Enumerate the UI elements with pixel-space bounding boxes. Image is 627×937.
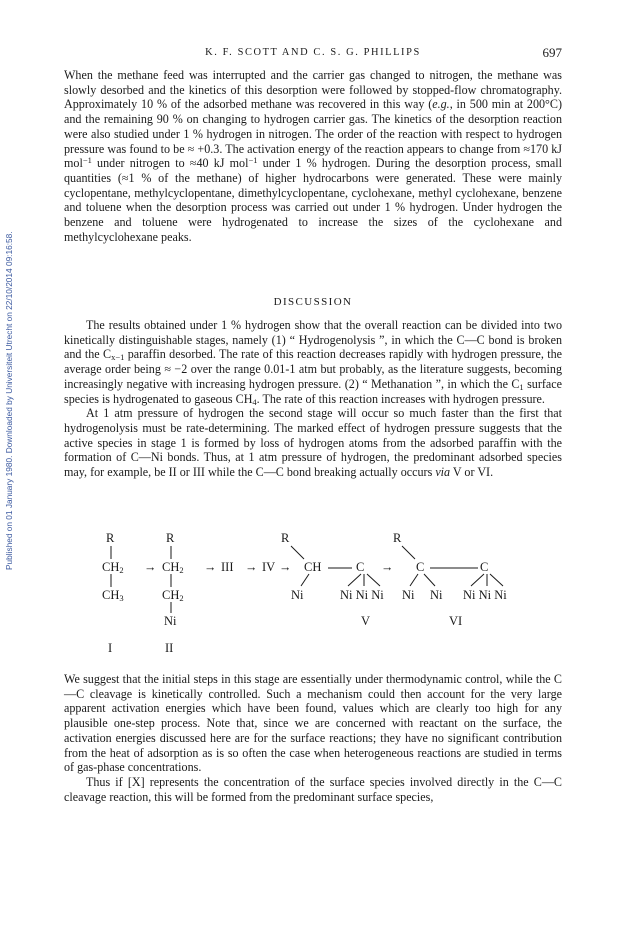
nickel-atom: Ni [164, 614, 177, 628]
species-label-v: V [361, 614, 371, 628]
paragraph-desorption: When the methane feed was interrupted and the carrier gas changed to nitrogen, the methane was slowly desorbed and the kinetics of this desorption were followed by stopped-flow chromatography. Approximately 10 % of the adsorbed methane was recovered in this way (e.g., in 500 min at 200°C) and the remaining 90 % on changing to hydrogen carrier gas. The kinetics of the desorption reaction were also studied under 1 % hydrogen in nitrogen. The order of the reaction with respect to hydrogen pressure was found to be ≈ +0.3. The activation energy of the reaction appears to change from ≈170 kJ mol$^{-1}$ under nitrogen to ≈40 kJ mol$^{-1}$ under 1 % hydrogen. During the desorption process, small quantities (≈1 % of the methane) of higher hydrocarbons were generated. These were mainly cyclopentane, methylcyclopentane, dimethylcyclopentane, cyclohexane, methyl cyclohexane, benzene and toluene when the desorption process was carried out under 1 % hydrogen. Under hydrogen the benzene and toluene were hydrogenated to increase the sizes of the cyclohexane and methylcyclohexane peaks. [64, 68, 562, 244]
species-v-ch: CH [304, 560, 322, 574]
reaction-arrow: → [279, 560, 292, 574]
species-i-ch2: $CH_2$ [102, 560, 124, 575]
eg-italic: e.g. [432, 97, 450, 112]
discussion-text-block [64, 318, 562, 480]
scheme-r-label: R [106, 531, 115, 545]
nickel-atom: Ni [291, 588, 304, 602]
via-italic: via [435, 465, 451, 480]
species-label-i: I [108, 641, 113, 655]
paragraph-thermodynamic-control: We suggest that the initial steps in this stage are essentially under thermodynamic control, while the C—C cleavage is kinetically controlled. Such a mechanism could then account for the very large apparent activation energies which have been found, values which are clearly too high for any plausible one-step process. Note that, since we are concerned with reactant on the surface, the activation energies discussed here are for the surface reactions; they have no significant contribution from the heat of adsorption as is so often the case when heterogeneous reactions are studied in terms of gas-phase concentrations. [64, 672, 562, 775]
subscript-4: 4 [252, 396, 257, 407]
scheme-r-label: R [281, 531, 290, 545]
nickel-atom: Ni [402, 588, 415, 602]
superscript-minus-one: −1 [248, 155, 258, 166]
subscript-1: 1 [519, 381, 524, 392]
reaction-arrow: → [245, 560, 258, 574]
reaction-arrow: → [204, 560, 217, 574]
reaction-scheme [64, 532, 562, 656]
mechanism-text-block [64, 672, 562, 804]
reaction-arrow: → [381, 560, 394, 574]
subscript-x-minus-1: x−1 [111, 352, 125, 363]
species-label-ii: II [165, 641, 174, 655]
species-label-vi: VI [449, 614, 463, 628]
superscript-minus-one: −1 [82, 155, 92, 166]
running-header [64, 47, 562, 63]
section-heading-discussion: DISCUSSION [273, 296, 353, 308]
species-vi-c: C [480, 560, 489, 574]
species-vi-c: C [416, 560, 425, 574]
species-ii-ch2: $CH_2$ [162, 560, 184, 575]
species-ii-ch2: $CH_2$ [162, 588, 184, 603]
paragraph-two-stages: The results obtained under 1 % hydrogen show that the overall reaction can be divided into two kinetically distinguishable stages, namely (1) “ Hydrogenolysis ”, in which the C—C bond is broken and the $C_{x-1}$ paraffin desorbed. The rate of this reaction decreases rapidly with hydrogen pressure, the average order being ≈ −2 over the range 0.01-1 atm but probably, as the literature suggests, becoming increasingly negative with increasing hydrogen pressure. (2) “ Methanation ”, in which the $C_1$ surface species is hydrogenated to gaseous $CH_4$. The rate of this reaction increases with hydrogen pressure. [64, 318, 562, 407]
nickel-atoms: Ni Ni Ni [340, 588, 384, 602]
nickel-atom: Ni [430, 588, 443, 602]
reaction-arrow: → [144, 560, 157, 574]
scheme-r-label: R [166, 531, 175, 545]
paragraph-surface-species: Thus if [X] represents the concentration of the surface species involved directly in the C—C cleavage reaction, this will be formed from the predominant surface species, [64, 774, 562, 804]
download-notice: Published on 01 January 1980. Downloaded by Universiteit Utrecht on 22/10/2014 09:16:58. [4, 231, 14, 570]
species-iv-label: IV [262, 560, 276, 574]
running-header-authors: K. F. SCOTT AND C. S. G. PHILLIPS [205, 47, 421, 58]
results-text-block [64, 68, 562, 244]
page-number: 697 [542, 45, 562, 60]
nickel-atoms: Ni Ni Ni [463, 588, 507, 602]
paragraph-rate-determining: At 1 atm pressure of hydrogen the second stage will occur so much faster than the first that hydrogenolysis must be rate-determining. The marked effect of hydrogen pressure suggests that the active species in stage 1 is formed by loss of hydrogen atoms from the adsorbed paraffin with the formation of C—Ni bonds. Thus, at 1 atm pressure of hydrogen, the predominant adsorbed species may, for example, be II or III while the C—C bond breaking actually occurs via V or VI. [64, 406, 562, 480]
species-v-c: C [356, 560, 365, 574]
scheme-r-label: R [393, 531, 402, 545]
species-iii-label: III [221, 560, 234, 574]
species-i-ch3: $CH_3$ [102, 588, 124, 603]
